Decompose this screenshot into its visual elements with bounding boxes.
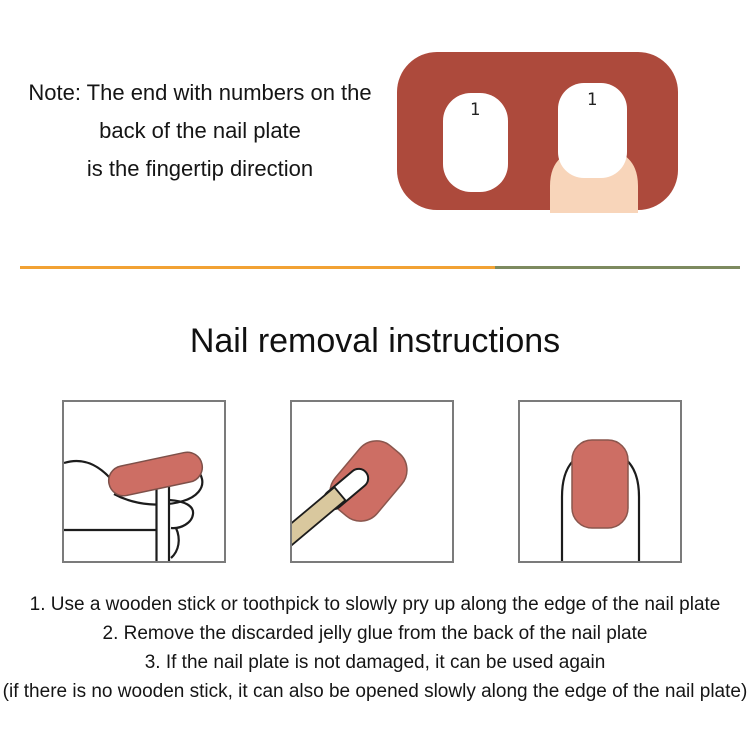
step3-reuse-drawing xyxy=(520,402,680,561)
step1-pry-up-drawing xyxy=(64,402,224,561)
step-illustrations-row xyxy=(62,400,682,563)
divider-orange-segment xyxy=(20,266,495,269)
wooden-stick xyxy=(292,487,345,555)
finger-top-line xyxy=(64,461,110,478)
instruction-line-2: 2. Remove the discarded jelly glue from the back of the nail plate xyxy=(102,623,648,644)
right-nail-number: 1 xyxy=(586,90,598,110)
section-title: Nail removal instructions xyxy=(189,322,561,360)
note-line-1: Note: The end with numbers on the xyxy=(28,80,372,105)
divider-olive-segment xyxy=(495,266,740,269)
note-text-block xyxy=(14,74,386,188)
note-line-2: back of the nail plate xyxy=(99,118,301,143)
step2-box-remove-glue xyxy=(290,400,454,563)
finger-fold-tail xyxy=(171,528,179,558)
instruction-line-1: 1. Use a wooden stick or toothpick to slowly pry up along the edge of the nail plate xyxy=(29,594,721,615)
section-divider xyxy=(20,266,740,269)
numbered-nail-plate-illustration xyxy=(393,46,683,216)
instruction-line-4: (if there is no wooden stick, it can also be opened slowly along the edge of the nail plate) xyxy=(2,681,748,702)
note-line-3: is the fingertip direction xyxy=(86,156,314,181)
instructions-block xyxy=(0,590,750,706)
step3-box-reuse xyxy=(518,400,682,563)
step1-box-pry-up xyxy=(62,400,226,563)
wooden-stick xyxy=(157,486,170,561)
nail-plate-on-finger xyxy=(572,440,628,528)
left-nail-number: 1 xyxy=(469,100,481,120)
instruction-line-3: 3. If the nail plate is not damaged, it can be used again xyxy=(144,652,606,673)
step2-remove-glue-drawing xyxy=(292,402,452,561)
